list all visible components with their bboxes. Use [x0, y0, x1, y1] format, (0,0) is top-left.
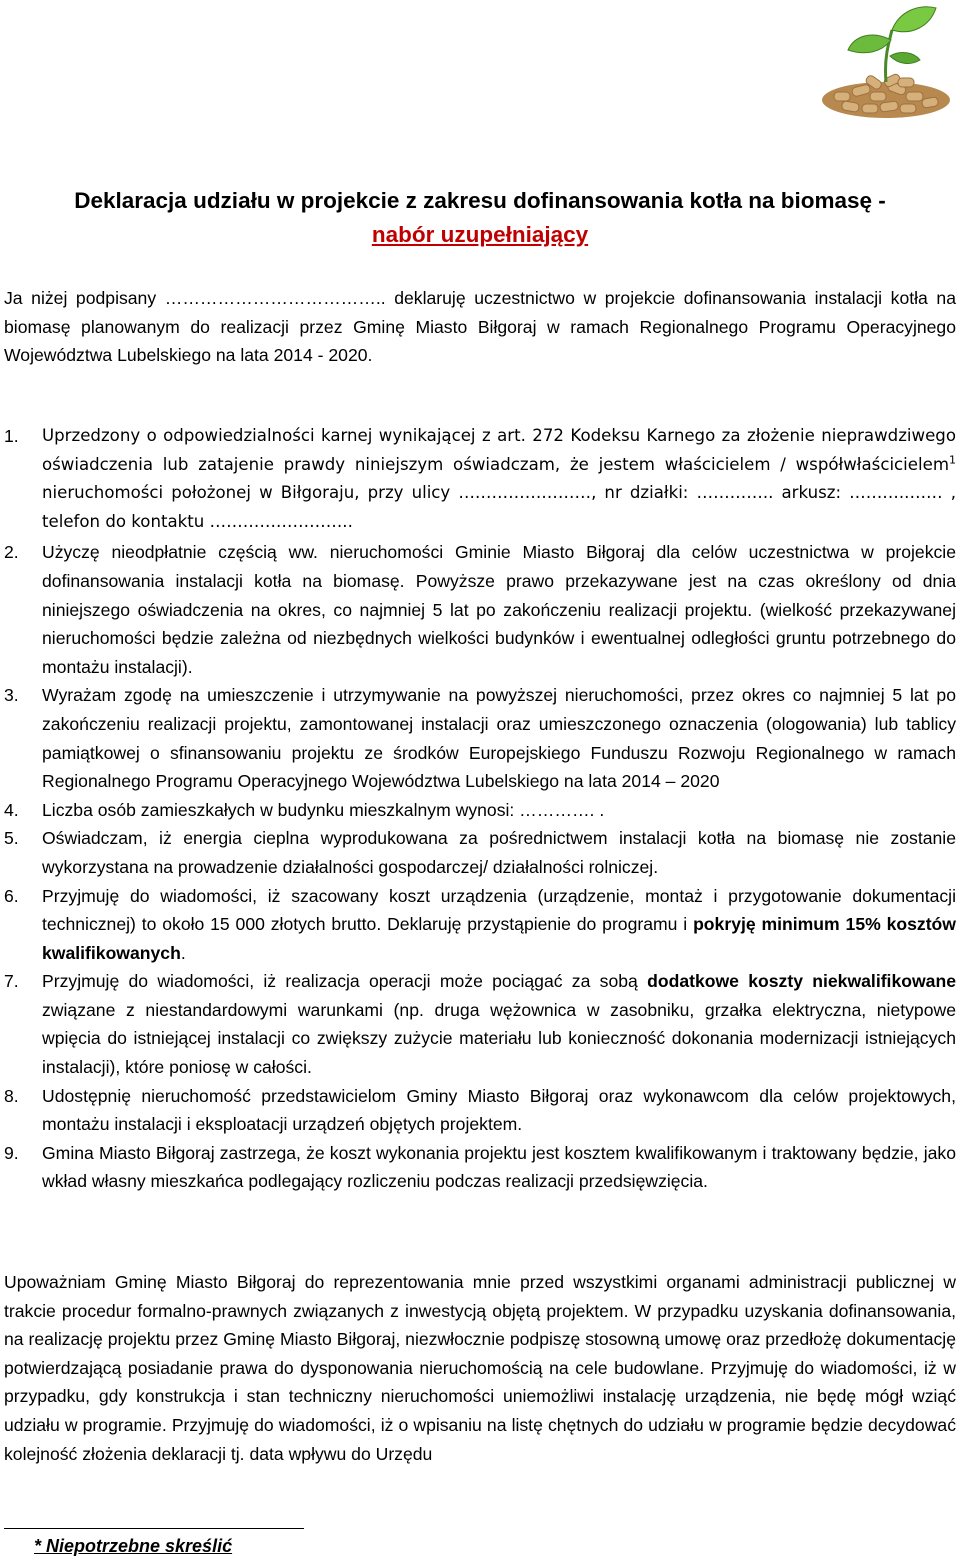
item-text: Gmina Miasto Biłgoraj zastrzega, że koszt wykonania projektu jest kosztem kwalifikowanym i traktowany będzie, jako wkład własny mieszkańca podlegający rozliczeniu podczas realizacji przedsięwzięcia.: [42, 1142, 956, 1192]
list-item-5: [4, 824, 956, 881]
title-main: Deklaracja udziału w projekcie z zakresu dofinansowania kotła na biomasę -: [74, 188, 886, 213]
list-item-7: [4, 967, 956, 1081]
list-item-3: [4, 681, 956, 795]
list-item-8: [4, 1082, 956, 1139]
item-6-bold: pokryję minimum 15% kosztów kwalifikowanych: [42, 914, 956, 963]
plant-pellets-logo-icon: [812, 0, 960, 120]
declaration-list: [4, 422, 956, 1196]
item-6-text: Przyjmuję do wiadomości, iż szacowany koszt urządzenia (urządzenie, montaż i przygotowanie dokumentacji technicznej) to około 15 000 złotych brutto. Deklaruję przystąpienie do programu i: [42, 885, 956, 935]
item-6-text-after: .: [180, 942, 186, 963]
item-text: [42, 967, 956, 1081]
item-number: 7.: [4, 971, 19, 992]
item-number: 2.: [4, 542, 19, 563]
document-title: [0, 184, 960, 252]
item-text: Liczba osób zamieszkałych w budynku mieszkalnym wynosi: …………. .: [42, 799, 605, 820]
item-number: 9.: [4, 1142, 19, 1163]
item-text: Oświadczam, iż energia cieplna wyprodukowana za pośrednictwem instalacji kotła na biomasę nie zostanie wykorzystana na prowadzenie działalności gospodarczej/ działalności rolniczej.: [42, 828, 956, 877]
item-number: 1.: [4, 426, 19, 446]
item-1-text-after: nieruchomości położonej w Biłgoraju, przy ulicy ……………………, nr działki: ………….. arkusz: ………..…… , telefon do kontaktu ……………………..: [42, 483, 956, 531]
footnote-marker: 1: [949, 453, 956, 467]
item-7-text-after: związane z niestandardowymi warunkami (np. druga wężownica w zasobniku, grzałka elektryczna, nietypowe wpięcia do istniejącej instalacji co zwiększy zużycie materiału lub konieczność dokonania modernizacji istniejących instalacji), które poniosę w całości.: [42, 999, 956, 1078]
list-item-2: [4, 538, 956, 681]
list-item-4: [4, 796, 956, 825]
item-number: 5.: [4, 828, 19, 849]
item-number: 3.: [4, 685, 19, 706]
item-1-text: Uprzedzony o odpowiedzialności karnej wynikającej z art. 272 Kodeksu Karnego za złożenie nieprawdziwego oświadczenia lub zatajenie prawdy niniejszym oświadczam, że jestem właścicielem / współwłaścicielem: [42, 426, 956, 474]
list-item-9: [4, 1139, 956, 1196]
item-text: [42, 422, 956, 536]
intro-paragraph: Ja niżej podpisany ……………………………….. deklaruję uczestnictwo w projekcie dofinansowania instalacji kotła na biomasę planowanym do realizacji przez Gminę Miasto Biłgoraj w ramach Regionalnego Programu Operacyjnego Województwa Lubelskiego na lata 2014 - 2020.: [4, 288, 956, 366]
item-text: Udostępnię nieruchomość przedstawicielom Gminy Miasto Biłgoraj oraz wykonawcom dla celów projektowych, montażu instalacji i eksploatacji urządzeń objętych projektem.: [42, 1085, 956, 1135]
item-number: 6.: [4, 885, 19, 906]
footnote: * Niepotrzebne skreślić: [34, 1536, 233, 1556]
item-text: [42, 882, 956, 968]
item-7-text: Przyjmuję do wiadomości, iż realizacja operacji może pociągać za sobą: [42, 971, 648, 992]
item-number: 4.: [4, 799, 19, 820]
item-text: Użyczę nieodpłatnie częścią ww. nieruchomości Gminie Miasto Biłgoraj dla celów uczestnictwa w projekcie dofinansowania instalacji kotła na biomasę. Powyższe prawo przekazywane jest na czas określony od dnia niniejszego oświadczenia na okres, co najmniej 5 lat po zakończeniu realizacji projektu. (wielkość przekazywanej nieruchomości będzie zależna od niezbędnych wielkości budynków i ewentualnej odległości gruntu potrzebnego do montażu instalacji).: [42, 542, 956, 677]
authorization-paragraph: Upoważniam Gminę Miasto Biłgoraj do reprezentowania mnie przed wszystkimi organami administracji publicznej w trakcie procedur formalno-prawnych związanych z inwestycją objętą projektem. W przypadku uzyskania dofinansowania, na realizację projektu przez Gminę Miasto Biłgoraj, niezwłocznie podpiszę stosowną umowę oraz przedłożę dokumentację potwierdzającą posiadanie prawa do dysponowania nieruchomością na cele budowlane. Przyjmuję do wiadomości, iż w przypadku, gdy konstrukcja i stan techniczny nieruchomości uniemożliwi instalację urządzenia, nie będę mógł wziąć udziału w programie. Przyjmuję do wiadomości, iż o wpisaniu na listę chętnych do udziału w programie będzie decydować kolejność złożenia deklaracji tj. data wpływu do Urzędu: [4, 1272, 956, 1464]
list-item-1: [4, 422, 956, 536]
title-subtitle: nabór uzupełniający: [371, 222, 589, 247]
footnote-divider: [4, 1528, 304, 1529]
item-7-bold: dodatkowe koszty niekwalifikowane: [647, 971, 956, 992]
item-text: Wyrażam zgodę na umieszczenie i utrzymywanie na powyższej nieruchomości, przez okres co najmniej 5 lat po zakończeniu realizacji projektu, zamontowanej instalacji oraz umieszczonego oznaczenia (ologowania) lub tablicy pamiątkowej o sfinansowaniu projektu ze środków Europejskiego Funduszu Rozwoju Regionalnego w ramach Regionalnego Programu Operacyjnego Województwa Lubelskiego na lata 2014 – 2020: [42, 685, 956, 792]
item-number: 8.: [4, 1085, 19, 1106]
sprout: [848, 7, 936, 82]
list-item-6: [4, 882, 956, 968]
